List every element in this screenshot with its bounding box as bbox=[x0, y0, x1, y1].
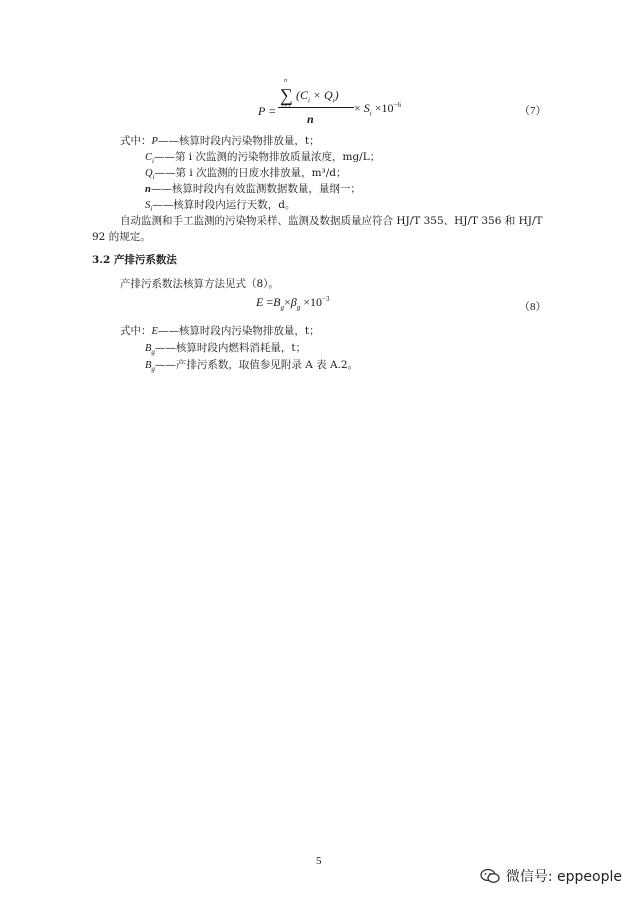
defs8-row-2 bbox=[145, 340, 306, 355]
wechat-watermark bbox=[480, 866, 622, 886]
def-text: ——核算时段内有效监测数据数量，量纲一； bbox=[150, 183, 361, 195]
symbol-bg: $B_g$ bbox=[145, 343, 155, 357]
def-text: ——核算时段内运行天数，d。 bbox=[152, 199, 296, 211]
symbol-qi: $Q_i$ bbox=[145, 168, 155, 182]
paragraph-method-intro: 产排污系数法核算方法见式（8）。 bbox=[120, 278, 279, 290]
page-number: 5 bbox=[316, 855, 322, 867]
sigma-upper-limit: n bbox=[284, 78, 287, 84]
def-text: ——核算时段内燃料消耗量，t； bbox=[154, 342, 307, 354]
equation-number-7: （7） bbox=[519, 105, 547, 117]
formula-7 bbox=[258, 78, 401, 134]
def-text: ——核算时段内污染物排放量，t； bbox=[157, 325, 320, 337]
defs-intro: 式中： bbox=[120, 325, 152, 337]
defs7-row-4 bbox=[145, 181, 361, 196]
wechat-icon bbox=[480, 868, 500, 884]
symbol-e: E bbox=[151, 326, 158, 337]
watermark-text: 微信号: eppeople bbox=[505, 869, 622, 885]
def-text: ——产排污系数，取值参见附录 A 表 A.2。 bbox=[154, 359, 359, 371]
formula-7-rest: × $S_i \times 10^{-6}$ bbox=[354, 101, 401, 118]
def-text: ——第 i 次监测的污染物排放质量浓度，mg/L； bbox=[153, 151, 381, 163]
section-heading bbox=[92, 252, 177, 267]
defs8-row-1 bbox=[120, 323, 320, 338]
formula-7-denominator: n bbox=[307, 112, 314, 126]
defs7-row-3 bbox=[145, 165, 347, 180]
defs7-row-2 bbox=[145, 149, 380, 164]
fraction-bar bbox=[278, 107, 354, 108]
symbol-n: n bbox=[145, 184, 151, 195]
symbol-ci: $C_i$ bbox=[145, 152, 154, 166]
def-text: ——核算时段内污染物排放量，t； bbox=[157, 135, 320, 147]
formula-7-numerator: $(C_i \times Q_i)$ bbox=[296, 88, 339, 105]
sigma-symbol: ∑ bbox=[280, 85, 293, 105]
defs7-row-1 bbox=[120, 133, 320, 148]
equation-number-8: （8） bbox=[519, 301, 547, 313]
paragraph-standards-line1: 自动监测和手工监测的污染物采样、监测及数据质量应符合 HJ/T 355、HJ/T 356 和 HJ/T bbox=[120, 215, 543, 227]
formula-7-lhs: P = bbox=[258, 104, 277, 118]
symbol-bg-2: $B_g$ bbox=[145, 360, 155, 374]
section-title: 产排污系数法 bbox=[113, 254, 177, 266]
formula-8: $E =B_g\times\beta_g \times 10^{-3}$ bbox=[256, 295, 330, 312]
symbol-p: P bbox=[151, 136, 158, 147]
sigma-lower-limit: i=1 bbox=[282, 104, 291, 110]
defs7-row-5 bbox=[145, 197, 295, 212]
defs8-row-3 bbox=[145, 357, 358, 372]
def-text: ——第 i 次监测的日废水排放量，m³/d； bbox=[154, 167, 347, 179]
paragraph-standards-line2: 92 的规定。 bbox=[92, 231, 151, 243]
section-number: 3.2 bbox=[92, 254, 111, 266]
defs-intro: 式中： bbox=[120, 135, 152, 147]
symbol-si: $S_i$ bbox=[145, 200, 153, 214]
